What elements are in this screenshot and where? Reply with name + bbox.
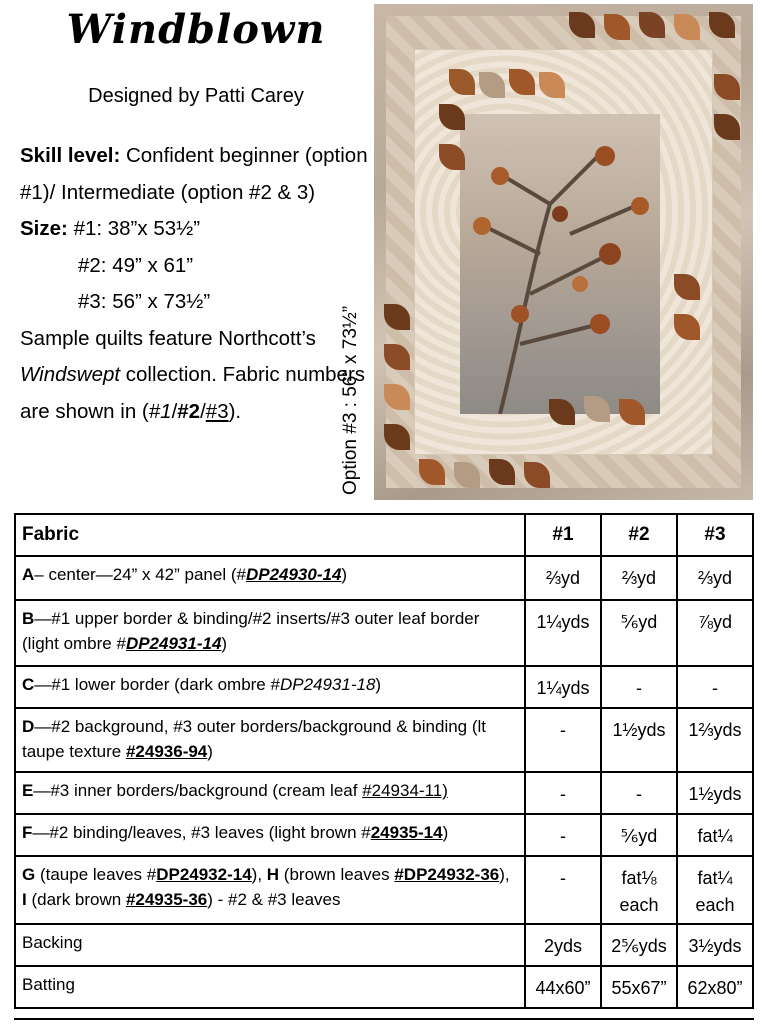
amount-option-3: 62x80” [677,966,753,1008]
size-line-1 [20,211,375,248]
table-row [15,772,753,814]
fabric-code-i: #24935-36 [125,890,208,909]
header-option-1: #1 [525,514,601,556]
amount-option-2: 55x67” [601,966,677,1008]
table-row [15,556,753,600]
skill-label: Skill level: [20,144,121,167]
amount-option-2: - [601,666,677,708]
fabric-code-h: #DP24932-36 [394,865,500,884]
quilt-title: Windblown [66,6,326,53]
amount-option-2: 1½yds [601,708,677,772]
fabric-description: Batting [15,966,525,1008]
fabric-description [15,666,525,708]
fabric-letter: B [22,609,35,628]
table-row [15,856,753,924]
fabric-text-h: (brown leaves [279,865,395,884]
table-row [15,600,753,666]
fabric-letter: E [22,781,34,800]
fabric-code-g: DP24932-14 [156,865,252,884]
table-row [15,814,753,856]
fabric-text: —#2 background, #3 outer borders/background & binding (lt taupe texture [22,717,487,761]
option-1-marker: #1 [148,399,172,423]
fabric-letter-i: I [22,890,27,909]
sep-2: / [200,399,206,423]
amount-option-3: 3½yds [677,924,753,966]
tree-branches [460,114,660,414]
amount-option-1: 44x60” [525,966,601,1008]
fabric-code: #24936-94 [125,742,208,761]
fabric-text: —#2 binding/leaves, #3 leaves (light brown # [32,823,371,842]
fabric-requirements-table [14,513,754,1009]
amount-option-1: 1¼yds [525,600,601,666]
collection-name: Windswept [20,363,121,386]
amount-option-1: - [525,856,601,924]
fabric-description [15,856,525,924]
table-row [15,966,753,1008]
amount-option-2: fat⅛ each [601,856,677,924]
sample-pre: Sample quilts feature Northcott’s [20,326,316,350]
option-3-marker: #3 [205,399,229,423]
designer-credit: Designed by Patti Carey [88,85,304,107]
fabric-tail: ) [341,565,348,584]
size-label: Size: [20,217,68,240]
amount-option-2: ⅚yd [601,814,677,856]
fabric-letter: F [22,823,33,842]
fabric-description [15,708,525,772]
fabric-tail-i: ) - #2 & #3 leaves [207,890,341,909]
fabric-code: DP24931-14 [125,634,222,653]
amount-option-3: fat¼ [677,814,753,856]
skill-level [20,138,375,211]
fabric-code: DP24930-14 [245,565,342,584]
fabric-tail: ) [207,742,213,761]
sep-1: / [171,399,178,423]
sample-end: ). [228,399,242,423]
table-row [15,924,753,966]
fabric-text: —#1 lower border (dark ombre # [34,675,280,694]
fabric-letter: D [22,717,35,736]
center-panel-image [460,114,660,414]
fabric-text: —#1 upper border & binding/#2 inserts/#3 outer leaf border (light ombre # [22,609,480,653]
option-2-marker: #2 [177,399,201,423]
fabric-letter: A [22,565,35,584]
header-option-2: #2 [601,514,677,556]
footer-rule [14,1018,754,1020]
sample-post: collection. Fabric numbers are shown in ( [20,363,366,423]
fabric-text: – center—24” x 42” panel (# [34,565,246,584]
fabric-description: Backing [15,924,525,966]
size-option-2: #2: 49” x 61” [78,253,194,277]
amount-option-2: ⅚yd [601,600,677,666]
fabric-description [15,556,525,600]
fabric-tail: ) [221,634,228,653]
amount-option-1: - [525,814,601,856]
amount-option-1: ⅔yd [525,556,601,600]
fabric-description [15,814,525,856]
quilt-illustration [374,4,753,500]
fabric-description [15,600,525,666]
table-row [15,666,753,708]
fabric-letter-h: H [266,865,280,884]
fabric-tail: ) [442,823,449,842]
amount-option-1: - [525,772,601,814]
fabric-tail: ) [375,675,382,694]
skill-text: Confident beginner (option #1)/ Intermediate (option #2 & 3) [20,144,368,204]
header-option-3: #3 [677,514,753,556]
amount-option-1: 2yds [525,924,601,966]
amount-option-2: ⅔yd [601,556,677,600]
amount-option-3: ⅞yd [677,600,753,666]
header-fabric: Fabric [15,514,525,556]
size-option-1: #1: 38”x 53½” [73,217,201,240]
fabric-text-g: (taupe leaves # [35,865,157,884]
size-option-3: #3: 56” x 73½” [78,290,211,313]
amount-option-3: ⅔yd [677,556,753,600]
amount-option-3: - [677,666,753,708]
fabric-letter-g: G [22,865,36,884]
table-header-row [15,514,753,556]
amount-option-3: 1⅔yds [677,708,753,772]
fabric-tail-h: ), [499,865,510,884]
table-row [15,708,753,772]
fabric-tail-g: ), [251,865,267,884]
sample-note [20,321,375,431]
amount-option-3: 1½yds [677,772,753,814]
fabric-text-i: (dark brown [26,890,126,909]
fabric-code: DP24931-18 [279,675,376,694]
amount-option-1: - [525,708,601,772]
amount-option-2: - [601,772,677,814]
fabric-letter: C [22,675,35,694]
fabric-code: 24935-14 [370,823,443,842]
fabric-description [15,772,525,814]
fabric-text: —#3 inner borders/background (cream leaf [33,781,363,800]
fabric-code: #24934-11) [362,781,448,800]
option-3-caption: Option #3 : 56” x 73½” [340,305,361,495]
amount-option-2: 2⅚yds [601,924,677,966]
amount-option-3: fat¼ each [677,856,753,924]
amount-option-1: 1¼yds [525,666,601,708]
pattern-info [20,138,375,430]
